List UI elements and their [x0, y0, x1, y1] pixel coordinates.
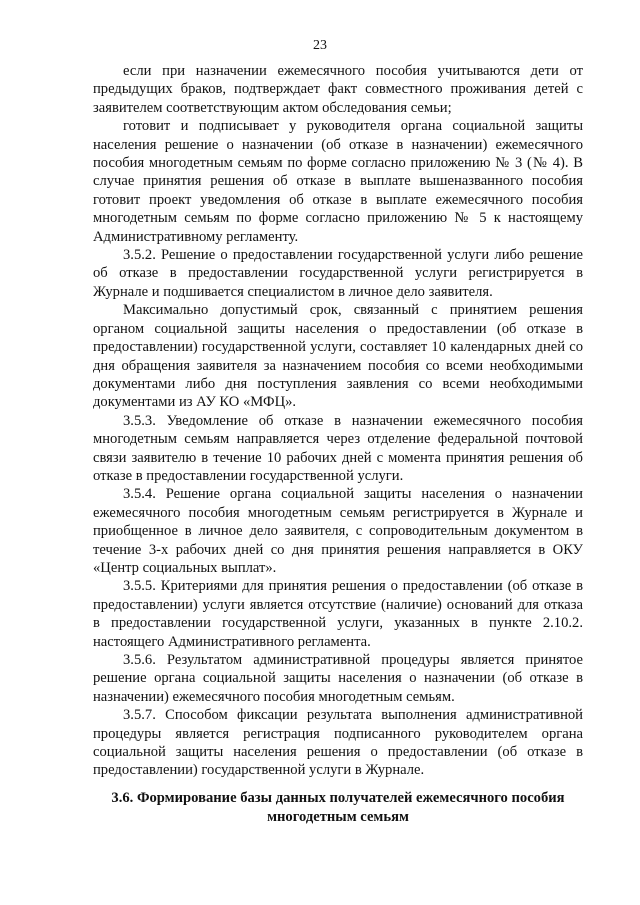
paragraph: 3.5.5. Критериями для принятия решения о предоставлении (об отказе в предоставлении) услуги является отсутствие (наличие) оснований для отказа в предоставлении государственной услуги, указанных в пункте 2.10.2. настоящего Административного регламента.: [93, 578, 583, 650]
paragraph: 3.5.3. Уведомление об отказе в назначении ежемесячного пособия многодетным семьям направляется через отделение федеральной почтовой связи заявителю в течение 10 рабочих дней с момента принятия решения об отказе в предоставлении государственной услуги.: [93, 412, 583, 484]
paragraph: 3.5.2. Решение о предоставлении государственной услуги либо решение об отказе в предоставлении государственной услуги регистрируется в Журнале и подшивается специалистом в личное дело заявителя.: [93, 247, 583, 300]
paragraph: 3.5.4. Решение органа социальной защиты населения о назначении ежемесячного пособия многодетным семьям регистрируется в Журнале и приобщенное в личное дело заявителя, с сопроводительным документом в течение 3-х рабочих дней со дня принятия решения направляется в ОКУ «Центр социальных выплат».: [93, 486, 583, 576]
paragraph: Максимально допустимый срок, связанный с принятием решения органом социальной защиты населения о предоставлении (об отказе в предоставлении) государственной услуги, составляет 10 календарных дней со дня обращения заявителя за назначением пособия со всеми необходимыми документами либо дня поступления заявления со всеми необходимыми документами из АУ КО «МФЦ».: [93, 302, 583, 411]
paragraph: если при назначении ежемесячного пособия учитываются дети от предыдущих браков, подтверждает факт совместного проживания детей с заявителем соответствующим актом обследования семьи;: [93, 63, 583, 116]
paragraph: готовит и подписывает у руководителя органа социальной защиты населения решение о назначении (об отказе в назначении) ежемесячного пособия многодетным семьям по форме согласно приложению № 3 (№ 4). В случае принятия решения об отказе в выплате вышеназванного пособия готовит проект уведомления об отказе в выплате ежемесячного пособия многодетным семьям по форме согласно приложению № 5 к настоящему Административному регламенту.: [93, 118, 583, 245]
paragraph: 3.5.7. Способом фиксации результата выполнения административной процедуры является регистрация подписанного руководителем органа социальной защиты населения решения о предоставлении (об отказе в предоставлении) государственной услуги в Журнале.: [93, 707, 583, 779]
page-number: 23: [313, 38, 327, 53]
section-heading: 3.6. Формирование базы данных получателей ежемесячного пособия многодетным семьям: [111, 790, 565, 825]
document-body: [93, 62, 583, 780]
paragraph: 3.5.6. Результатом административной процедуры является принятое решение органа социальной защиты населения о назначении (об отказе в назначении) ежемесячного пособия многодетным семьям.: [93, 652, 583, 705]
